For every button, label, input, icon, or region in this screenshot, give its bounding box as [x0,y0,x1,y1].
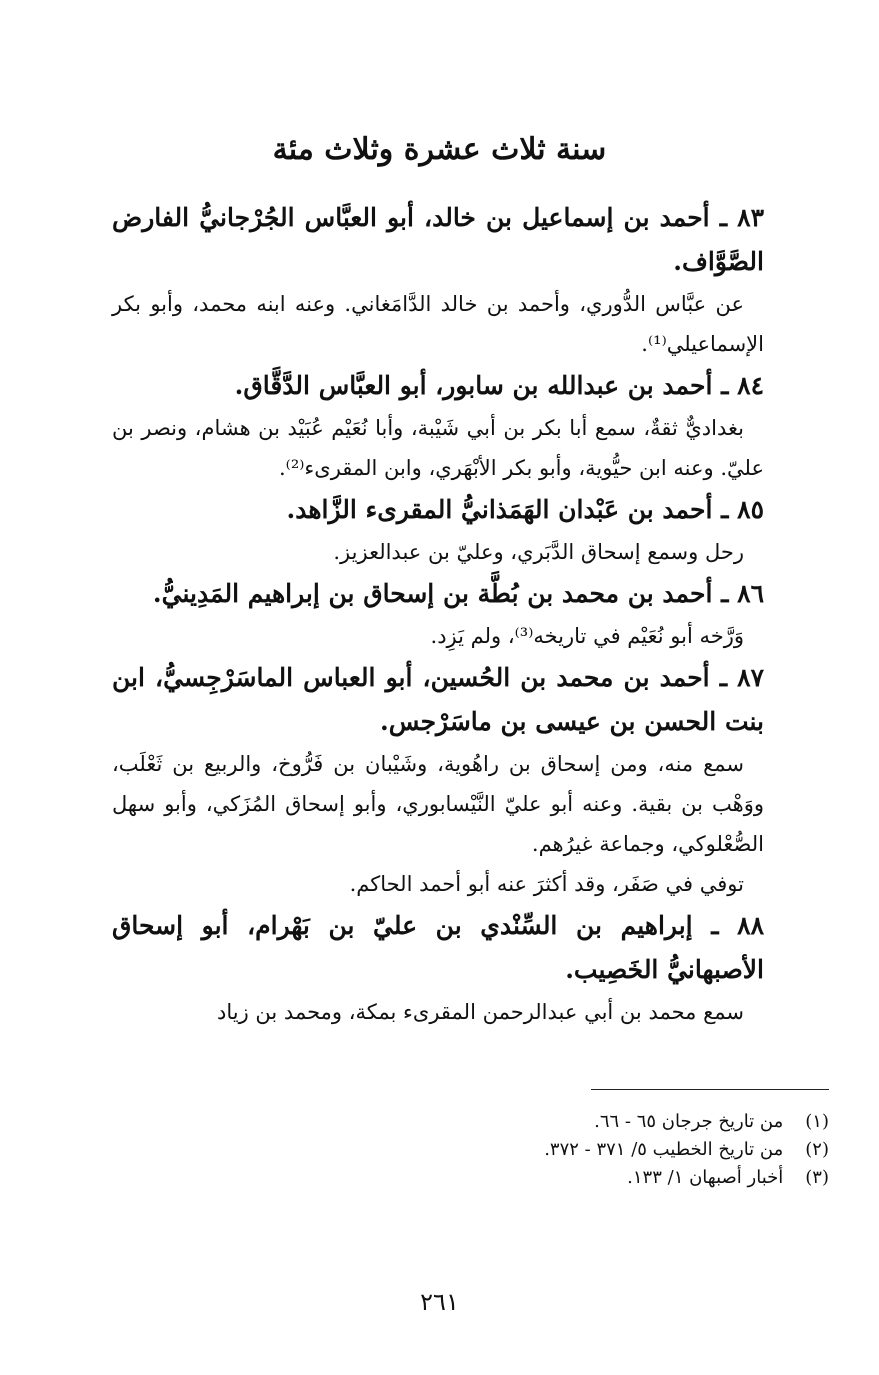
entry-83-heading: ٨٣ ـ أحمد بن إسماعيل بن خالد، أبو العبَّاس الجُرْجانيُّ الفارض الصَّوَّاف. [112,203,764,276]
footnote-number: (١) [805,1111,829,1132]
footnote-text: من تاريخ الخطيب ٥/ ٣٧١ - ٣٧٢. [544,1139,784,1160]
page-title: سنة ثلاث عشرة وثلاث مئة [272,132,607,167]
entry-87-text-2: توفي في صَفَر، وقد أكثرَ عنه أبو أحمد الحاكم. [349,872,744,896]
entry-85-text: رحل وسمع إسحاق الدَّبَري، وعليّ بن عبدالعزيز. [333,540,744,564]
footnote-1 [229,1108,829,1136]
footnote-number: (٢) [805,1139,829,1160]
footnote-number: (٣) [805,1167,829,1188]
footnotes [229,1108,829,1192]
footnote-2 [229,1136,829,1164]
entry-88-heading: ٨٨ ـ إبراهيم بن السِّنْدي بن عليّ بن بَهْرام، أبو إسحاق الأصبهانيُّ الخَصِيب. [112,911,764,984]
page-body [112,196,764,1032]
entry-86-heading: ٨٦ ـ أحمد بن محمد بن بُطَّة بن إسحاق بن إبراهيم المَدِينيُّ. [152,579,764,608]
entry-84-heading: ٨٤ ـ أحمد بن عبدالله بن سابور، أبو العبَّاس الدَّقَّاق. [234,371,764,400]
entry-85-heading: ٨٥ ـ أحمد بن عَبْدان الهَمَذانيُّ المقرىء الزَّاهد. [286,495,764,524]
footnote-divider [591,1089,829,1090]
entry-87-text: سمع منه، ومن إسحاق بن راهُوية، وشَيْبان بن فَرُّوخ، والربيع بن ثَعْلَب، ووَهْب بن بقية. وعنه أبو عليّ النَّيْسابوري، وأبو إسحاق المُزَكي، وأبو سهل الصُّعْلوكي، وجماعة غيرُهم. [112,752,764,856]
entry-88-text: سمع محمد بن أبي عبدالرحمن المقرىء بمكة، ومحمد بن زياد [217,1000,744,1024]
footnote-text: أخبار أصبهان ١/ ١٣٣. [627,1167,784,1188]
entry-83-text: عن عبَّاس الدُّوري، وأحمد بن خالد الدَّامَغاني. وعنه ابنه محمد، وأبو بكر الإسماعيلي⁽¹⁾. [112,292,764,356]
entry-84-text: بغداديٌّ ثقةٌ، سمع أبا بكر بن أبي شَيْبة، وأبا نُعَيْم عُبَيْد بن هشام، ونصر بن عليّ. وعنه ابن حيُّوية، وأبو بكر الأبْهَري، وابن المقرىء⁽²⁾. [112,416,764,480]
footnote-3 [229,1164,829,1192]
page-number: ٢٦١ [420,1288,459,1316]
footnote-text: من تاريخ جرجان ٦٥ - ٦٦. [594,1111,784,1132]
entry-86-text: وَرَّخه أبو نُعَيْم في تاريخه⁽³⁾، ولم يَزِد. [430,624,744,648]
entry-87-heading: ٨٧ ـ أحمد بن محمد بن الحُسين، أبو العباس الماسَرْجِسيُّ، ابن بنت الحسن بن عيسى بن ماسَرْجس. [112,663,764,736]
